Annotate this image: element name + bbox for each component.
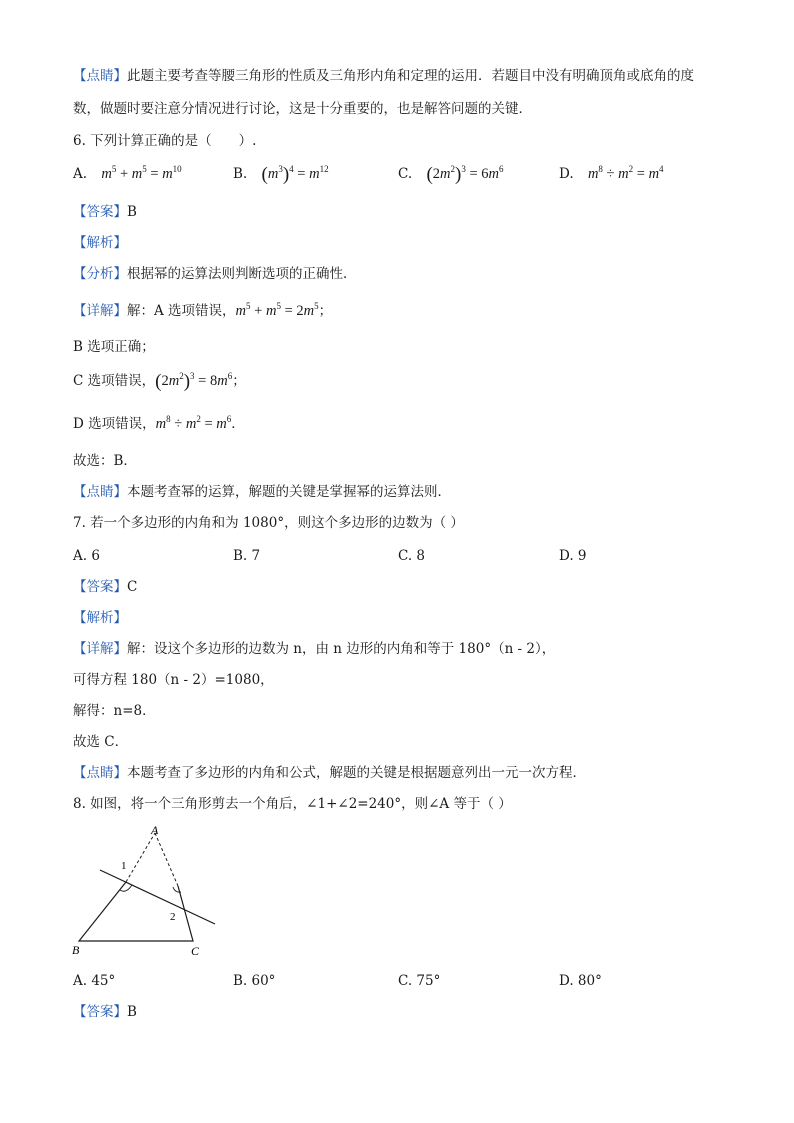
question-8: 8. 如图，将一个三角形剪去一个角后，∠1+∠2=240°，则∠A 等于（ ） (73, 796, 512, 812)
solution-7: 解得：n=8． (73, 703, 156, 719)
answer-tag: 【答案】 (73, 204, 127, 220)
q6-option-a: A. $m^5 + m^5 = m^{10}$ (73, 164, 182, 182)
jiexi-7: 【解析】 (73, 610, 127, 626)
q7-option-a: A. 6 (73, 548, 100, 564)
jiexi-6: 【解析】 (73, 235, 127, 251)
q7-option-c: C. 8 (398, 548, 426, 564)
q8-option-c: C. 75° (398, 973, 441, 989)
q6-option-d: D. $m^8 \div m^2 = m^4$ (559, 164, 664, 182)
label-c: C (191, 944, 200, 958)
q7-option-b: B. 7 (233, 548, 261, 564)
q6-option-b: B. $(m^3)^4 = m^{12}$ (233, 164, 329, 185)
dianjing-paragraph (73, 66, 694, 86)
triangle-cut-figure (66, 822, 226, 962)
xiangjie-tag: 【详解】 (73, 641, 127, 657)
dianjing-continuation: 数，做题时要注意分情况进行讨论，这是十分重要的，也是解答问题的关键． (73, 101, 532, 117)
label-a: A (151, 823, 159, 837)
dianjing-tag: 【点睛】 (73, 765, 127, 781)
dianjing-6: 【点睛】本题考查幂的运算，解题的关键是掌握幂的运算法则． (73, 484, 451, 500)
fenxi-tag: 【分析】 (73, 266, 127, 282)
option-label: A. (73, 166, 88, 182)
label-b: B (72, 943, 80, 957)
question-6: 6. 下列计算正确的是（ ）. (73, 133, 257, 149)
answer-7: 【答案】C (73, 579, 138, 595)
dianjing-tag: 【点睛】 (73, 68, 127, 84)
q7-option-d: D. 9 (559, 548, 587, 564)
q6-option-c: C. $(2m^2)^3 = 6m^6$ (398, 164, 504, 185)
guxuan-6: 故选：B． (73, 453, 137, 469)
answer-tag: 【答案】 (73, 1004, 127, 1020)
cut-line (100, 870, 215, 924)
xiangjie-7: 【详解】解：设这个多边形的边数为 n，由 n 边形的内角和等于 180°（n - 2）， (73, 641, 556, 657)
d-wrong-line: D 选项错误，$m^8 \div m^2 = m^6$． (73, 414, 245, 432)
dashed-edge-right (155, 833, 178, 886)
q8-option-b: B. 60° (233, 973, 276, 989)
label-angle-1: 1 (121, 860, 127, 872)
equation-7: 可得方程 180（n - 2）=1080， (73, 672, 274, 688)
dianjing-text: 此题主要考查等腰三角形的性质及三角形内角和定理的运用．若题目中没有明确顶角或底角的度 (127, 68, 694, 84)
answer-tag: 【答案】 (73, 579, 127, 595)
xiangjie-tag: 【详解】 (73, 303, 127, 319)
option-label: C. (398, 166, 413, 182)
guxuan-7: 故选 C． (73, 734, 129, 750)
q8-option-d: D. 80° (559, 973, 602, 989)
option-label: B. (233, 166, 248, 182)
dianjing-tag: 【点睛】 (73, 484, 127, 500)
dashed-edge-left (126, 833, 155, 882)
option-label: D. (559, 166, 574, 182)
answer-6: 【答案】B (73, 204, 137, 220)
c-wrong-line: C 选项错误，$(2m^2)^3 = 8m^6$； (73, 371, 246, 392)
b-correct-line: B 选项正确； (73, 339, 155, 355)
label-angle-2: 2 (170, 911, 176, 923)
xiangjie-6: 【详解】解：A 选项错误，$m^5 + m^5 = 2m^5$； (73, 301, 333, 319)
answer-8: 【答案】B (73, 1004, 137, 1020)
question-7: 7. 若一个多边形的内角和为 1080°，则这个多边形的边数为（ ） (73, 515, 464, 531)
q8-option-a: A. 45° (73, 973, 116, 989)
fenxi-6: 【分析】根据幂的运算法则判断选项的正确性． (73, 266, 357, 282)
dianjing-7: 【点睛】本题考查了多边形的内角和公式，解题的关键是根据题意列出一元一次方程． (73, 765, 586, 781)
